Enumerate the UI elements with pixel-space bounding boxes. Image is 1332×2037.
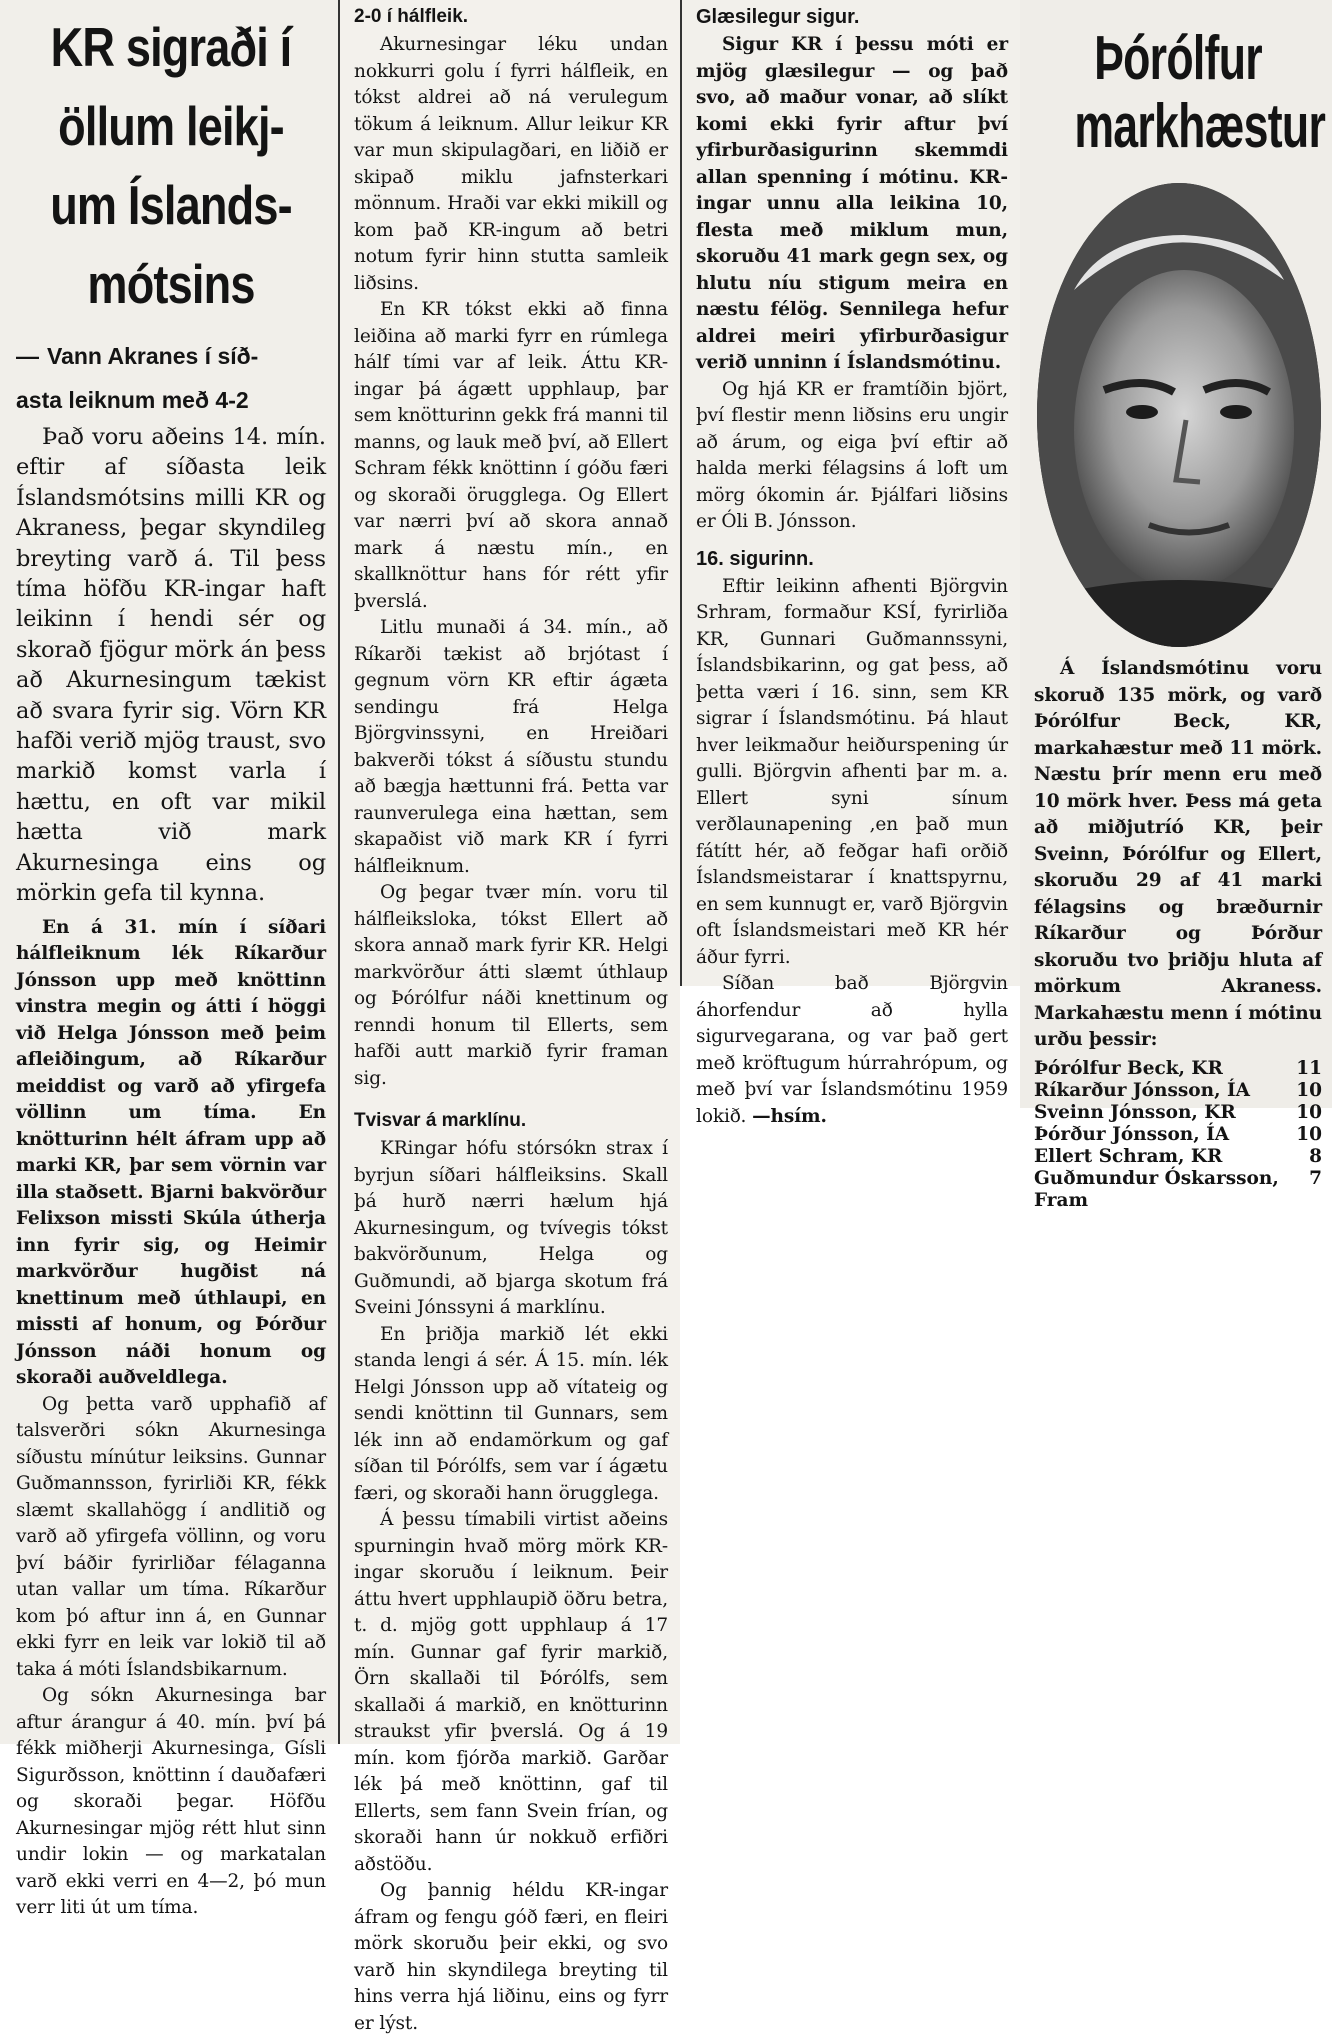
sidebar-top-scorers [1020,0,1332,1211]
article-body [16,1392,326,1922]
section-heading: 2-0 í hálfleik. [354,6,469,27]
scorer-name: Ríkarður Jónsson, ÍA [1034,1079,1250,1101]
article-column-1 [0,0,338,1918]
scorer-row [1034,1058,1322,1080]
paragraph: Á þessu tímabili virtist aðeins spurningin hvað mörg mörk KR-ingar skoruðu í leiknum. Þeir áttu hvert upphlaupið öðru betra, t. d. mjög gott upphlaup á 17 mín. Gunnar gaf fyrir markið, Örn skallaði til Þórólfs, sem skallaði á markið, en knötturinn straukst yfir þverslá. Og á 19 mín. kom fjórða markið. Garðar lék þá með knöttinn, gaf til Ellerts, sem fann Svein frían, og skoraði hann úr nokkuð erfiðri aðstöðu. [354,1509,668,1875]
paragraph: En KR tókst ekki að finna leiðina að marki fyrr en rúmlega hálf tími var af leik. Áttu KR-ingar þá ágætt upphlaup, þar sem knötturinn gekk frá manni til manns, og lauk með því, að Ellert Schram fékk knöttinn í góðu færi og skoraði örugglega. Og Ellert var nærri því að skora annað mark á næstu mín., en skallknöttur hans fór rétt yfir þverslá. [354,299,668,612]
paragraph: Og þannig héldu KR-ingar áfram og fengu góð færi, en fleiri mörk skoruðu þeir ekki, og svo varð hin skyndilega breyting til hins verra hjá liðinu, eins og fyrr er lýst. [354,1880,668,2034]
paragraph: Á Íslandsmótinu voru skoruð 135 mörk, og varð Þórólfur Beck, KR, markahæstur með 11 mörk. Næstu þrír menn eru með 10 mörk hver. Þess má geta að miðjutríó KR, þeir Sveinn, Þórólfur og Ellert, skoruðu 29 af 41 marki félagsins og bræðurnir Ríkarður og Þórður skoruðu tvo þriðju hluta af mörkum Akraness. Markahæstu menn í mótinu urðu þessir: [1034,658,1322,1050]
scorer-name: Þórólfur Beck, KR [1034,1057,1223,1079]
paragraph-text: Síðan bað Björgvin áhorfendur að hylla sigurvegarana, og var það gert með kröftugum húrrahrópum, og með því var Íslandsmótinu 1959 lokið. [696,973,1008,1127]
article-column-3 [680,0,1020,1127]
subheadline [16,334,326,378]
paragraph: Það voru aðeins 14. mín. eftir af síðasta leik Íslandsmótsins milli KR og Akraness, þegar skyndileg breyting varð á. Til þess tíma höfðu KR-ingar haft leikinn í hendi sér og skorað fjögur mörk án þess að Akurnesingum tækist að svara fyrir sig. Vörn KR hafði verið mjög traust, svo markið komst varla í hættu, en oft var mikil hætta við mark Akurnesinga eins og mörkin gefa til kynna. [16,424,326,907]
article-body [696,377,1008,536]
headline-line: mótsins [87,253,255,315]
paragraph: En þriðja markið lét ekki standa lengi á sér. Á 15. mín. lék Helgi Jónsson upp að vítateig og sendi knöttinn til Gunnars, sem lék inn að endamörkum og gaf síðan til Þórólfs, sem var í ágætu færi, og skoraði hann örugglega. [354,1323,668,1504]
headline-line: um Íslands- [50,174,292,236]
paragraph [696,971,1008,1130]
scorers-list [1034,1058,1322,1212]
scorer-row [1034,1102,1322,1124]
section-heading: Glæsilegur sigur. [696,6,860,28]
sidebar-headline-line: markhæstur [1074,92,1326,161]
article-body [354,1136,668,2037]
article-body-bold [16,915,326,1392]
article-body [16,422,326,909]
subheadline-dash: — [16,343,39,369]
paragraph: Sigur KR í þessu móti er mjög glæsilegur — og það svo, að maður vonar, að slíkt komi ekki fyrir aftur því yfirburðasigurinn skemmdi allan spenning í mótinu. KR-ingar unnu alla leikina 10, flesta með miklum mun, skoruðu 41 mark gegn sex, og hlutu níu stigum meira en næstu félög. Sennilega hefur aldrei meiri yfirburðasigur verið unninn í Íslandsmótinu. [696,34,1008,373]
article-body-bold [696,32,1008,377]
headline-line: öllum leikj- [58,95,284,157]
sidebar-headline-line: Þórólfur [1094,24,1262,93]
subheadline-line-1: Vann Akranes í síð- [47,343,259,369]
player-portrait [1034,180,1324,650]
main-headline [16,12,326,320]
section-heading: Tvisvar á marklínu. [354,1110,527,1131]
paragraph: Og þegar tvær mín. voru til hálfleiksloka, tókst Ellert að skora annað mark fyrir KR. Helgi markvörður átti slæmt úthlaup og Þórólfur náði knettinum og renndi honum til Ellerts, sem hafði autt markið fyrir framan sig. [354,882,668,1089]
scorer-name: Þórður Jónsson, ÍA [1034,1123,1230,1145]
scorer-goals: 10 [1296,1123,1322,1145]
paragraph: Og sókn Akurnesinga bar aftur árangur á 40. mín. því þá fékk miðherji Akurnesinga, Gísli Sigurðsson, knöttinn í dauðafæri og skoraði þegar. Höfðu Akurnesingar mjög rétt hlut sinn undir lokin — og markatalan varð ekki verri en 4—2, þó mun verr liti út um tíma. [16,1685,326,1918]
sidebar-body [1034,656,1322,1054]
scorer-row [1034,1168,1322,1212]
paragraph: Eftir leikinn afhenti Björgvin Srhram, formaður KSÍ, fyrirliða KR, Gunnari Guðmannssyni, Íslandsbikarinn, og gat þess, að þetta væri í 16. sinn, sem KR sigrar í Íslandsmótinu. Þá hlaut hver leikmaður heiðurspening úr gulli. Björgvin afhenti þar m. a. Ellert syni sínum verðlaunapening ,en það mun fátítt hér, að feðgar hafi orðið Íslandsmeistarar í knattspyrnu, en sem kunnugt er, varð Björgvin oft Íslandsmeistari með KR hér áður fyrri. [696,575,1008,968]
paragraph: En á 31. mín í síðari hálfleiknum lék Ríkarður Jónsson upp með knöttinn vinstra megin og átti í höggi við Helga Jónsson með þeim afleiðingum, að Ríkarður meiddist og varð að yfirgefa völlinn um tíma. En knötturinn hélt áfram upp að marki KR, þar sem vörnin var illa staðsett. Bjarni bakvörður Felixson missti Skúla útherja inn fyrir sig, og Heimir markvörður hugðist ná knettinum með úthlaupi, en missti af honum, og Þórður Jónsson náði honum og skoraði auðveldlega. [16,916,326,1388]
paragraph: Litlu munaði á 34. mín., að Ríkarði tækist að brjótast í gegnum vörn KR eftir ágæta sendingu frá Helga Björgvinssyni, en Hreiðari bakverði tókst á síðustu stundu að bægja hættunni frá. Þetta var raunverulega eina hættan, sem skapaðist við mark KR í fyrri hálfleiknum. [354,617,668,877]
author-signoff: —hsím. [752,1105,827,1127]
scorer-row [1034,1124,1322,1146]
article-body [696,574,1008,1131]
scorer-name: Sveinn Jónsson, KR [1034,1101,1236,1123]
article-body [354,32,668,1092]
scorer-row [1034,1080,1322,1102]
paragraph: Akurnesingar léku undan nokkurri golu í fyrri hálfleik, en tókst aldrei að ná verulegum tökum á leiknum. Allur leikur KR var mun skipulagðari, en liðið er skipað miklu jafnsterkari mönnum. Hraði var ekki mikill og kom það KR-ingum að betri notum fyrir hinn stutta samleik liðsins. [354,34,668,294]
scorer-row [1034,1146,1322,1168]
article-column-2 [338,0,680,2034]
headline-line: KR sigraði í [50,16,292,78]
scorer-goals: 8 [1309,1145,1322,1167]
paragraph: KRingar hófu stórsókn strax í byrjun síðari hálfleiksins. Skall þá hurð nærri hælum hjá Akurnesingum, og tvívegis tókst bakvörðunum, Helga og Guðmundi, að bjarga skotum frá Sveini Jónssyni á marklínu. [354,1138,668,1318]
paragraph: Og þetta varð upphafið af talsverðri sókn Akurnesinga síðustu mínútur leiksins. Gunnar Guðmannsson, fyrirliði KR, fékk slæmt skallahögg í andlitið og varð að yfirgefa völlinn, og voru því báðir fyrirliðar félaganna utan vallar um tíma. Ríkarður kom þó aftur inn á, en Gunnar ekki fyrr en leik var lokið til að taka á móti Íslandsbikarnum. [16,1393,326,1680]
section-heading: 16. sigurinn. [696,547,814,570]
sidebar-headline [1034,18,1326,168]
scorer-name: Guðmundur Óskarsson, Fram [1034,1167,1279,1211]
subheadline-line-2: asta leiknum með 4-2 [16,387,249,413]
scorer-goals: 11 [1296,1057,1322,1079]
scorer-name: Ellert Schram, KR [1034,1145,1223,1167]
scorer-goals: 7 [1309,1167,1322,1189]
scorer-goals: 10 [1296,1079,1322,1101]
scorer-goals: 10 [1296,1101,1322,1123]
paragraph: Og hjá KR er framtíðin björt, því flestir menn liðsins eru ungir að árum, og eiga því eftir að halda merki félagsins á loft um mörg ókomin ár. Þjálfari liðsins er Óli B. Jónsson. [696,378,1008,532]
